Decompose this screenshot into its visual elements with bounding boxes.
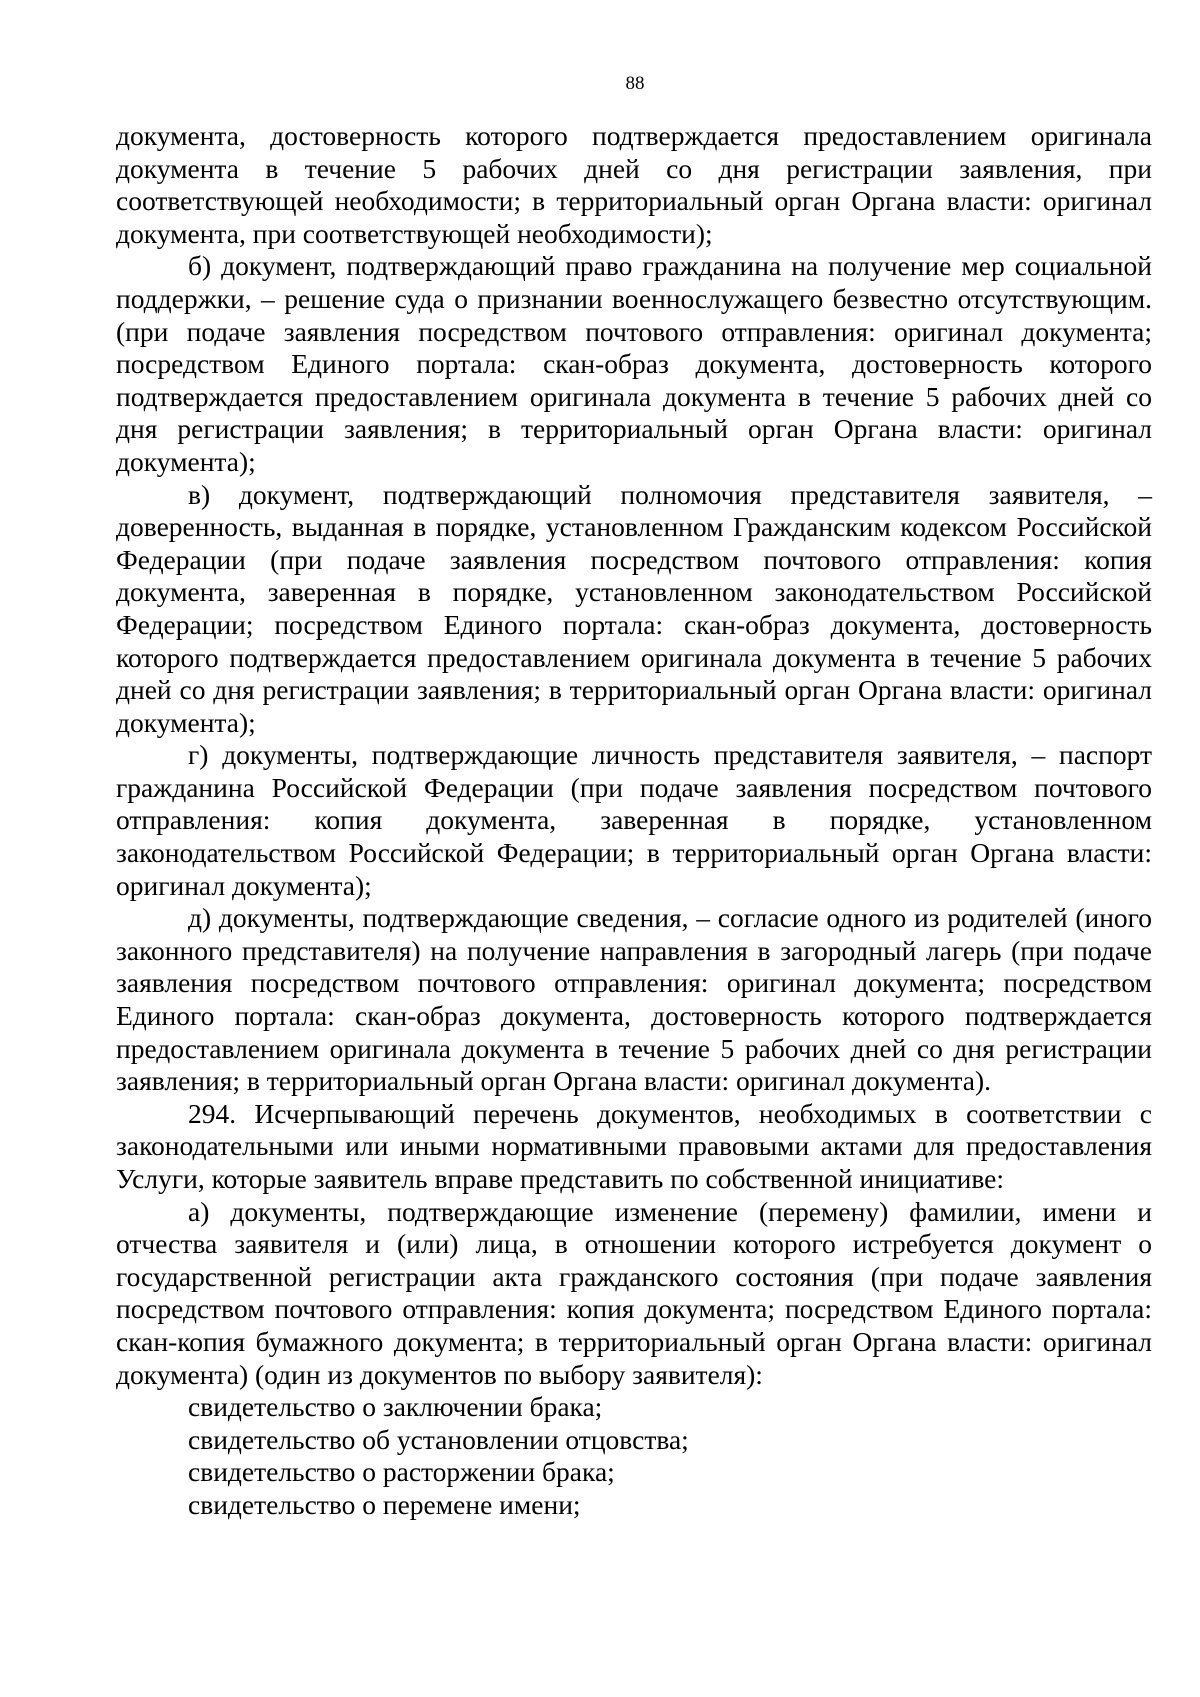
paragraph-item-g: г) документы, подтверждающие личность представителя заявителя, – паспорт гражданина Российской Федерации (при подаче заявления посредством почтового отправления: копия документа, заверенная в порядке, установленном законодательством Российской Федерации; в территориальный орган Органа власти: оригинал документа); [116, 739, 1152, 901]
list-item: свидетельство о перемене имени; [188, 1488, 581, 1520]
paragraph-item-v: в) документ, подтверждающий полномочия представителя заявителя, – доверенность, выданная в порядке, установленном Гражданским кодексом Российской Федерации (при подаче заявления посредством почтового отправления: копия документа, заверенная в порядке, установленном законодательством Российской Федерации; посредством Единого портала: скан-образ документа, достоверность которого подтверждается предоставлением оригинала документа в течение 5 рабочих дней со дня регистрации заявления; в территориальный орган Органа власти: оригинал документа); [116, 478, 1152, 738]
paragraph-continuation: документа, достоверность которого подтверждается предоставлением оригинала документа в течение 5 рабочих дней со дня регистрации заявления, при соответствующей необходимости; в территориальный орган Органа власти: оригинал документа, при соответствующей необходимости); [116, 120, 1152, 249]
list-item: свидетельство о заключении брака; [188, 1391, 603, 1423]
paragraph-294: 294. Исчерпывающий перечень документов, необходимых в соответствии с законодательными или иными нормативными правовыми актами для предоставления Услуги, которые заявитель вправе представить по собственной инициативе: [116, 1097, 1152, 1194]
list-item: свидетельство о расторжении брака; [188, 1456, 615, 1488]
paragraph-item-d: д) документы, подтверждающие сведения, – согласие одного из родителей (иного законного представителя) на получение направления в загородный лагерь (при подаче заявления посредством почтового отправления: оригинал документа; посредством Единого портала: скан-образ документа, достоверность которого подтверждается предоставлением оригинала документа в течение 5 рабочих дней со дня регистрации заявления; в территориальный орган Органа власти: оригинал документа). [116, 902, 1152, 1097]
page-number: 88 [625, 73, 645, 94]
list-item: свидетельство об установлении отцовства; [188, 1423, 689, 1455]
paragraph-item-a: а) документы, подтверждающие изменение (перемену) фамилии, имени и отчества заявителя и (или) лица, в отношении которого истребуется документ о государственной регистрации акта гражданского состояния (при подаче заявления посредством почтового отправления: копия документа; посредством Единого портала: скан-копия бумажного документа; в территориальный орган Органа власти: оригинал документа) (один из документов по выбору заявителя): [116, 1195, 1152, 1390]
document-body [116, 120, 1152, 1522]
paragraph-item-b: б) документ, подтверждающий право гражданина на получение мер социальной поддержки, – решение суда о признании военнослужащего безвестно отсутствующим. (при подаче заявления посредством почтового отправления: оригинал документа; посредством Единого портала: скан-образ документа, достоверность которого подтверждается предоставлением оригинала документа в течение 5 рабочих дней со дня регистрации заявления; в территориальный орган Органа власти: оригинал документа); [116, 250, 1152, 477]
